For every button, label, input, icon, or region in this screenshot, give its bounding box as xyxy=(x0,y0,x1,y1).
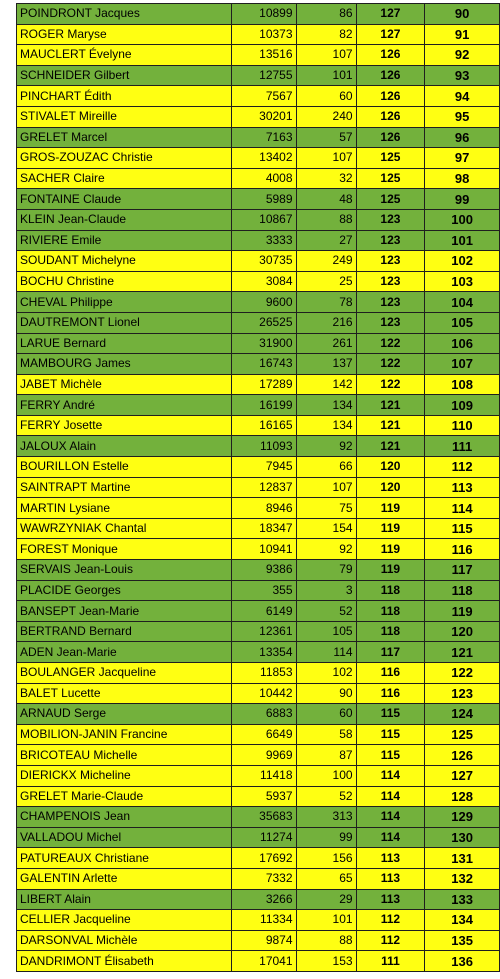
name-cell: SOUDANT Michelyne xyxy=(17,251,232,272)
value-b-cell: 25 xyxy=(296,271,356,292)
name-cell: VALLADOU Michel xyxy=(17,827,232,848)
value-a-cell: 3084 xyxy=(232,271,296,292)
rank-cell: 134 xyxy=(425,910,500,931)
score-cell: 120 xyxy=(356,477,425,498)
score-cell: 127 xyxy=(356,4,425,25)
value-b-cell: 240 xyxy=(296,106,356,127)
value-b-cell: 66 xyxy=(296,457,356,478)
score-cell: 118 xyxy=(356,621,425,642)
table-row xyxy=(17,848,500,869)
table-row xyxy=(17,127,500,148)
rank-cell: 110 xyxy=(425,415,500,436)
score-cell: 126 xyxy=(356,106,425,127)
name-cell: POINDRONT Jacques xyxy=(17,4,232,25)
table-row xyxy=(17,209,500,230)
table-row xyxy=(17,601,500,622)
score-cell: 115 xyxy=(356,704,425,725)
score-cell: 126 xyxy=(356,45,425,66)
table-row xyxy=(17,642,500,663)
value-a-cell: 13516 xyxy=(232,45,296,66)
table-row xyxy=(17,45,500,66)
table-row xyxy=(17,889,500,910)
value-b-cell: 57 xyxy=(296,127,356,148)
score-cell: 116 xyxy=(356,663,425,684)
name-cell: SAINTRAPT Martine xyxy=(17,477,232,498)
table-row xyxy=(17,251,500,272)
rank-cell: 116 xyxy=(425,539,500,560)
rank-cell: 133 xyxy=(425,889,500,910)
table-row xyxy=(17,395,500,416)
value-b-cell: 153 xyxy=(296,951,356,972)
value-b-cell: 88 xyxy=(296,209,356,230)
value-a-cell: 12755 xyxy=(232,65,296,86)
score-cell: 123 xyxy=(356,251,425,272)
table-row xyxy=(17,65,500,86)
value-a-cell: 9386 xyxy=(232,560,296,581)
name-cell: BERTRAND Bernard xyxy=(17,621,232,642)
rank-cell: 126 xyxy=(425,745,500,766)
name-cell: MARTIN Lysiane xyxy=(17,498,232,519)
score-cell: 114 xyxy=(356,786,425,807)
value-a-cell: 30201 xyxy=(232,106,296,127)
value-a-cell: 9874 xyxy=(232,930,296,951)
value-a-cell: 10373 xyxy=(232,24,296,45)
rank-cell: 101 xyxy=(425,230,500,251)
value-a-cell: 5989 xyxy=(232,189,296,210)
score-cell: 126 xyxy=(356,65,425,86)
score-cell: 123 xyxy=(356,312,425,333)
rank-cell: 91 xyxy=(425,24,500,45)
table-row xyxy=(17,807,500,828)
rank-cell: 113 xyxy=(425,477,500,498)
rank-cell: 124 xyxy=(425,704,500,725)
value-b-cell: 107 xyxy=(296,148,356,169)
value-b-cell: 107 xyxy=(296,477,356,498)
table-row xyxy=(17,24,500,45)
value-a-cell: 16165 xyxy=(232,415,296,436)
name-cell: WAWRZYNIAK Chantal xyxy=(17,518,232,539)
score-cell: 125 xyxy=(356,148,425,169)
rank-cell: 97 xyxy=(425,148,500,169)
value-a-cell: 35683 xyxy=(232,807,296,828)
value-a-cell: 5937 xyxy=(232,786,296,807)
score-cell: 114 xyxy=(356,765,425,786)
rank-cell: 106 xyxy=(425,333,500,354)
value-b-cell: 79 xyxy=(296,560,356,581)
name-cell: STIVALET Mireille xyxy=(17,106,232,127)
name-cell: DANDRIMONT Élisabeth xyxy=(17,951,232,972)
value-a-cell: 10867 xyxy=(232,209,296,230)
value-b-cell: 92 xyxy=(296,539,356,560)
name-cell: MOBILION-JANIN Francine xyxy=(17,724,232,745)
value-b-cell: 137 xyxy=(296,354,356,375)
value-b-cell: 3 xyxy=(296,580,356,601)
table-row xyxy=(17,415,500,436)
name-cell: SCHNEIDER Gilbert xyxy=(17,65,232,86)
name-cell: PLACIDE Georges xyxy=(17,580,232,601)
score-cell: 121 xyxy=(356,436,425,457)
name-cell: CELLIER Jacqueline xyxy=(17,910,232,931)
table-row xyxy=(17,868,500,889)
value-b-cell: 90 xyxy=(296,683,356,704)
rank-cell: 108 xyxy=(425,374,500,395)
value-b-cell: 75 xyxy=(296,498,356,519)
name-cell: LARUE Bernard xyxy=(17,333,232,354)
table-row xyxy=(17,271,500,292)
table-row xyxy=(17,189,500,210)
value-b-cell: 78 xyxy=(296,292,356,313)
score-cell: 119 xyxy=(356,498,425,519)
table-row xyxy=(17,930,500,951)
value-b-cell: 92 xyxy=(296,436,356,457)
rank-cell: 114 xyxy=(425,498,500,519)
table-row xyxy=(17,498,500,519)
table-row xyxy=(17,457,500,478)
score-cell: 112 xyxy=(356,930,425,951)
score-cell: 115 xyxy=(356,724,425,745)
name-cell: DARSONVAL Michèle xyxy=(17,930,232,951)
score-cell: 112 xyxy=(356,910,425,931)
value-a-cell: 12837 xyxy=(232,477,296,498)
rank-cell: 127 xyxy=(425,765,500,786)
value-b-cell: 134 xyxy=(296,395,356,416)
table-row xyxy=(17,724,500,745)
name-cell: GRELET Marcel xyxy=(17,127,232,148)
name-cell: CHEVAL Philippe xyxy=(17,292,232,313)
name-cell: BOCHU Christine xyxy=(17,271,232,292)
rank-cell: 115 xyxy=(425,518,500,539)
score-cell: 117 xyxy=(356,642,425,663)
value-a-cell: 7332 xyxy=(232,868,296,889)
rank-cell: 112 xyxy=(425,457,500,478)
table-row xyxy=(17,910,500,931)
value-a-cell: 7945 xyxy=(232,457,296,478)
rank-cell: 100 xyxy=(425,209,500,230)
rank-cell: 93 xyxy=(425,65,500,86)
value-b-cell: 86 xyxy=(296,4,356,25)
name-cell: LIBERT Alain xyxy=(17,889,232,910)
table-row xyxy=(17,354,500,375)
score-cell: 123 xyxy=(356,271,425,292)
score-cell: 121 xyxy=(356,415,425,436)
rank-cell: 99 xyxy=(425,189,500,210)
score-cell: 121 xyxy=(356,395,425,416)
rank-cell: 90 xyxy=(425,4,500,25)
table-row xyxy=(17,333,500,354)
rank-cell: 103 xyxy=(425,271,500,292)
name-cell: BOURILLON Estelle xyxy=(17,457,232,478)
table-row xyxy=(17,786,500,807)
rank-cell: 125 xyxy=(425,724,500,745)
table-row xyxy=(17,765,500,786)
value-a-cell: 7567 xyxy=(232,86,296,107)
value-a-cell: 9969 xyxy=(232,745,296,766)
table-row xyxy=(17,704,500,725)
table-row xyxy=(17,230,500,251)
rank-cell: 121 xyxy=(425,642,500,663)
table-row xyxy=(17,312,500,333)
rank-cell: 102 xyxy=(425,251,500,272)
value-a-cell: 6649 xyxy=(232,724,296,745)
table-row xyxy=(17,292,500,313)
name-cell: GROS-ZOUZAC Christie xyxy=(17,148,232,169)
score-cell: 127 xyxy=(356,24,425,45)
value-a-cell: 9600 xyxy=(232,292,296,313)
name-cell: BRICOTEAU Michelle xyxy=(17,745,232,766)
value-a-cell: 11418 xyxy=(232,765,296,786)
score-cell: 122 xyxy=(356,374,425,395)
value-b-cell: 52 xyxy=(296,601,356,622)
name-cell: FERRY André xyxy=(17,395,232,416)
name-cell: ROGER Maryse xyxy=(17,24,232,45)
score-cell: 119 xyxy=(356,560,425,581)
name-cell: SACHER Claire xyxy=(17,168,232,189)
value-a-cell: 17692 xyxy=(232,848,296,869)
value-b-cell: 142 xyxy=(296,374,356,395)
rank-cell: 109 xyxy=(425,395,500,416)
rank-cell: 129 xyxy=(425,807,500,828)
value-b-cell: 156 xyxy=(296,848,356,869)
rank-cell: 130 xyxy=(425,827,500,848)
name-cell: MAUCLERT Évelyne xyxy=(17,45,232,66)
rank-cell: 120 xyxy=(425,621,500,642)
value-b-cell: 216 xyxy=(296,312,356,333)
rank-cell: 117 xyxy=(425,560,500,581)
value-a-cell: 12361 xyxy=(232,621,296,642)
table-row xyxy=(17,4,500,25)
name-cell: FOREST Monique xyxy=(17,539,232,560)
name-cell: RIVIERE Emile xyxy=(17,230,232,251)
value-a-cell: 11853 xyxy=(232,663,296,684)
score-cell: 123 xyxy=(356,209,425,230)
name-cell: SERVAIS Jean-Louis xyxy=(17,560,232,581)
rank-cell: 104 xyxy=(425,292,500,313)
name-cell: FERRY Josette xyxy=(17,415,232,436)
rank-cell: 92 xyxy=(425,45,500,66)
ranking-table xyxy=(16,3,500,972)
score-cell: 120 xyxy=(356,457,425,478)
score-cell: 125 xyxy=(356,168,425,189)
value-a-cell: 11274 xyxy=(232,827,296,848)
value-b-cell: 313 xyxy=(296,807,356,828)
value-b-cell: 52 xyxy=(296,786,356,807)
table-row xyxy=(17,745,500,766)
value-a-cell: 7163 xyxy=(232,127,296,148)
rank-cell: 136 xyxy=(425,951,500,972)
name-cell: BOULANGER Jacqueline xyxy=(17,663,232,684)
rank-cell: 119 xyxy=(425,601,500,622)
score-cell: 123 xyxy=(356,230,425,251)
name-cell: CHAMPENOIS Jean xyxy=(17,807,232,828)
value-b-cell: 99 xyxy=(296,827,356,848)
rank-cell: 128 xyxy=(425,786,500,807)
score-cell: 113 xyxy=(356,889,425,910)
table-row xyxy=(17,518,500,539)
table-row xyxy=(17,539,500,560)
score-cell: 126 xyxy=(356,86,425,107)
name-cell: BALET Lucette xyxy=(17,683,232,704)
value-a-cell: 30735 xyxy=(232,251,296,272)
score-cell: 113 xyxy=(356,848,425,869)
value-b-cell: 60 xyxy=(296,86,356,107)
rank-cell: 105 xyxy=(425,312,500,333)
value-a-cell: 17289 xyxy=(232,374,296,395)
name-cell: ARNAUD Serge xyxy=(17,704,232,725)
value-b-cell: 87 xyxy=(296,745,356,766)
value-a-cell: 16199 xyxy=(232,395,296,416)
score-cell: 116 xyxy=(356,683,425,704)
table-row xyxy=(17,436,500,457)
value-b-cell: 32 xyxy=(296,168,356,189)
value-b-cell: 249 xyxy=(296,251,356,272)
name-cell: BANSEPT Jean-Marie xyxy=(17,601,232,622)
score-cell: 111 xyxy=(356,951,425,972)
value-a-cell: 16743 xyxy=(232,354,296,375)
rank-cell: 122 xyxy=(425,663,500,684)
value-b-cell: 107 xyxy=(296,45,356,66)
table-row xyxy=(17,106,500,127)
value-a-cell: 11334 xyxy=(232,910,296,931)
value-b-cell: 58 xyxy=(296,724,356,745)
value-b-cell: 105 xyxy=(296,621,356,642)
score-cell: 115 xyxy=(356,745,425,766)
value-a-cell: 11093 xyxy=(232,436,296,457)
value-a-cell: 10941 xyxy=(232,539,296,560)
value-a-cell: 10442 xyxy=(232,683,296,704)
value-a-cell: 13354 xyxy=(232,642,296,663)
table-row xyxy=(17,168,500,189)
name-cell: FONTAINE Claude xyxy=(17,189,232,210)
rank-cell: 123 xyxy=(425,683,500,704)
table-row xyxy=(17,951,500,972)
table-row xyxy=(17,663,500,684)
name-cell: JABET Michèle xyxy=(17,374,232,395)
score-cell: 122 xyxy=(356,354,425,375)
name-cell: MAMBOURG James xyxy=(17,354,232,375)
value-b-cell: 101 xyxy=(296,65,356,86)
score-cell: 122 xyxy=(356,333,425,354)
rank-cell: 135 xyxy=(425,930,500,951)
value-a-cell: 31900 xyxy=(232,333,296,354)
table-body xyxy=(17,4,500,972)
table-row xyxy=(17,86,500,107)
rank-cell: 96 xyxy=(425,127,500,148)
value-b-cell: 114 xyxy=(296,642,356,663)
value-b-cell: 65 xyxy=(296,868,356,889)
rank-cell: 131 xyxy=(425,848,500,869)
value-b-cell: 88 xyxy=(296,930,356,951)
score-cell: 126 xyxy=(356,127,425,148)
rank-cell: 95 xyxy=(425,106,500,127)
value-a-cell: 4008 xyxy=(232,168,296,189)
table-row xyxy=(17,827,500,848)
table-row xyxy=(17,148,500,169)
name-cell: JALOUX Alain xyxy=(17,436,232,457)
table-row xyxy=(17,374,500,395)
value-b-cell: 134 xyxy=(296,415,356,436)
score-cell: 118 xyxy=(356,601,425,622)
name-cell: KLEIN Jean-Claude xyxy=(17,209,232,230)
rank-cell: 98 xyxy=(425,168,500,189)
score-cell: 123 xyxy=(356,292,425,313)
value-b-cell: 27 xyxy=(296,230,356,251)
name-cell: PINCHART Édith xyxy=(17,86,232,107)
value-b-cell: 261 xyxy=(296,333,356,354)
value-b-cell: 29 xyxy=(296,889,356,910)
value-b-cell: 154 xyxy=(296,518,356,539)
score-cell: 119 xyxy=(356,539,425,560)
value-a-cell: 17041 xyxy=(232,951,296,972)
name-cell: DAUTREMONT Lionel xyxy=(17,312,232,333)
name-cell: GALENTIN Arlette xyxy=(17,868,232,889)
score-cell: 125 xyxy=(356,189,425,210)
table-row xyxy=(17,477,500,498)
value-b-cell: 82 xyxy=(296,24,356,45)
score-cell: 113 xyxy=(356,868,425,889)
rank-cell: 107 xyxy=(425,354,500,375)
rank-cell: 94 xyxy=(425,86,500,107)
name-cell: ADEN Jean-Marie xyxy=(17,642,232,663)
name-cell: GRELET Marie-Claude xyxy=(17,786,232,807)
value-a-cell: 8946 xyxy=(232,498,296,519)
value-b-cell: 60 xyxy=(296,704,356,725)
rank-cell: 111 xyxy=(425,436,500,457)
table-row xyxy=(17,683,500,704)
value-a-cell: 13402 xyxy=(232,148,296,169)
table-row xyxy=(17,621,500,642)
value-a-cell: 18347 xyxy=(232,518,296,539)
score-cell: 114 xyxy=(356,827,425,848)
score-cell: 119 xyxy=(356,518,425,539)
table-row xyxy=(17,560,500,581)
rank-cell: 132 xyxy=(425,868,500,889)
value-a-cell: 10899 xyxy=(232,4,296,25)
value-a-cell: 3333 xyxy=(232,230,296,251)
score-cell: 118 xyxy=(356,580,425,601)
value-a-cell: 3266 xyxy=(232,889,296,910)
name-cell: DIERICKX Micheline xyxy=(17,765,232,786)
score-cell: 114 xyxy=(356,807,425,828)
value-a-cell: 26525 xyxy=(232,312,296,333)
name-cell: PATUREAUX Christiane xyxy=(17,848,232,869)
value-a-cell: 6149 xyxy=(232,601,296,622)
value-b-cell: 101 xyxy=(296,910,356,931)
value-b-cell: 48 xyxy=(296,189,356,210)
rank-cell: 118 xyxy=(425,580,500,601)
value-b-cell: 102 xyxy=(296,663,356,684)
value-a-cell: 6883 xyxy=(232,704,296,725)
value-b-cell: 100 xyxy=(296,765,356,786)
value-a-cell: 355 xyxy=(232,580,296,601)
table-row xyxy=(17,580,500,601)
